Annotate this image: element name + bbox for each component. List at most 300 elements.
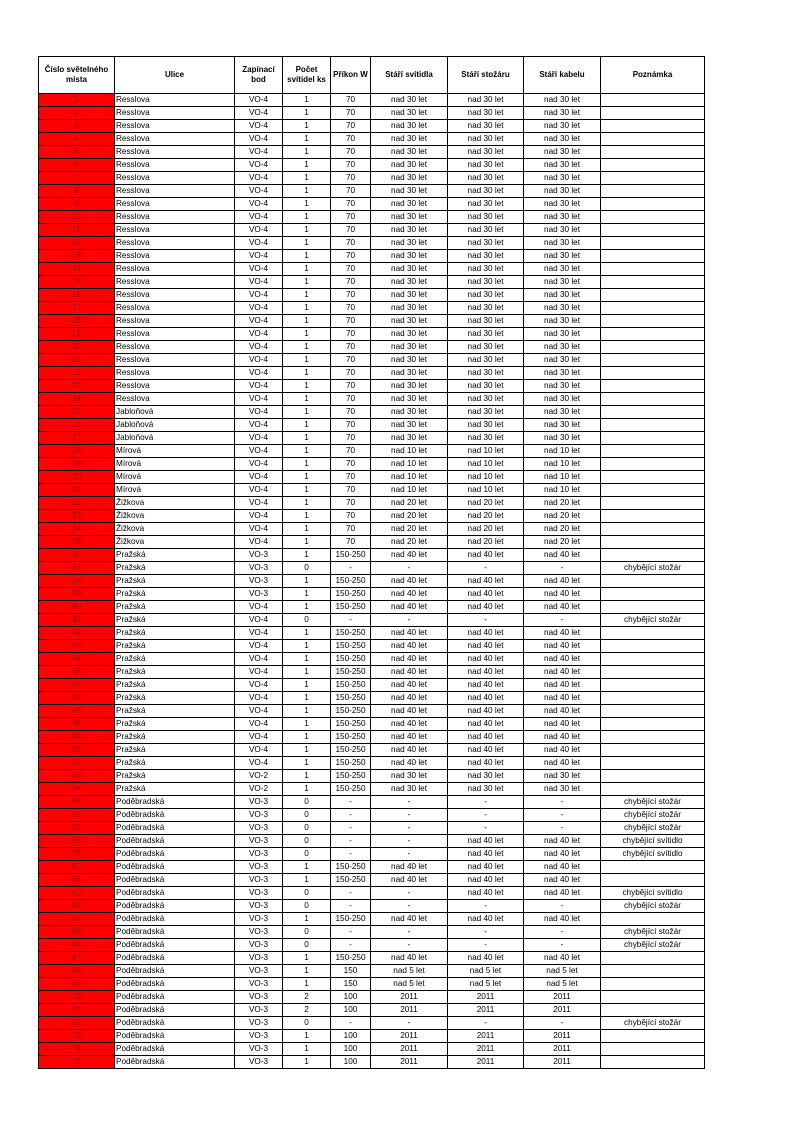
cell-power: 100 (331, 1004, 371, 1017)
cell-number: 55 (39, 796, 115, 809)
col-header-pole-age: Stáří stožáru (448, 57, 524, 94)
cell-number: 42 (39, 627, 115, 640)
cell-number: 46 (39, 679, 115, 692)
cell-street: Poděbradská (115, 965, 235, 978)
table-row (39, 237, 705, 250)
cell-switch-point: VO-2 (235, 783, 283, 796)
cell-lamp-count: 2 (283, 991, 331, 1004)
cell-number: 33 (39, 510, 115, 523)
cell-lamp-age: nad 30 let (371, 263, 448, 276)
cell-switch-point: VO-4 (235, 705, 283, 718)
cell-note: chybějící svítidlo (601, 887, 705, 900)
cell-pole-age: 2011 (448, 1056, 524, 1069)
cell-cable-age: nad 40 let (524, 848, 601, 861)
cell-pole-age: - (448, 926, 524, 939)
table-row (39, 185, 705, 198)
cell-note: chybějící stožár (601, 1017, 705, 1030)
cell-lamp-count: 1 (283, 861, 331, 874)
cell-note (601, 692, 705, 705)
cell-switch-point: VO-3 (235, 900, 283, 913)
cell-power: 70 (331, 263, 371, 276)
cell-switch-point: VO-4 (235, 198, 283, 211)
cell-switch-point: VO-3 (235, 1017, 283, 1030)
cell-street: Poděbradská (115, 887, 235, 900)
cell-number: 3 (39, 120, 115, 133)
cell-power: 150-250 (331, 588, 371, 601)
table-row (39, 172, 705, 185)
cell-street: Poděbradská (115, 874, 235, 887)
cell-lamp-count: 0 (283, 926, 331, 939)
cell-switch-point: VO-4 (235, 211, 283, 224)
cell-pole-age: nad 40 let (448, 835, 524, 848)
cell-switch-point: VO-3 (235, 887, 283, 900)
cell-switch-point: VO-4 (235, 315, 283, 328)
cell-note (601, 1056, 705, 1069)
cell-lamp-count: 1 (283, 341, 331, 354)
cell-cable-age: nad 30 let (524, 185, 601, 198)
cell-cable-age: nad 40 let (524, 679, 601, 692)
cell-power: 70 (331, 380, 371, 393)
cell-number: 53 (39, 770, 115, 783)
cell-power: 150-250 (331, 744, 371, 757)
cell-street: Resslova (115, 263, 235, 276)
cell-switch-point: VO-4 (235, 614, 283, 627)
cell-lamp-count: 1 (283, 588, 331, 601)
cell-power: 150-250 (331, 718, 371, 731)
cell-lamp-age: - (371, 926, 448, 939)
cell-number: 26 (39, 419, 115, 432)
table-row (39, 458, 705, 471)
cell-switch-point: VO-3 (235, 952, 283, 965)
cell-number: 30 (39, 471, 115, 484)
cell-lamp-count: 1 (283, 406, 331, 419)
cell-pole-age: nad 40 let (448, 913, 524, 926)
cell-lamp-count: 1 (283, 445, 331, 458)
cell-note (601, 198, 705, 211)
cell-cable-age: nad 10 let (524, 471, 601, 484)
cell-number: 5 (39, 146, 115, 159)
cell-switch-point: VO-3 (235, 562, 283, 575)
cell-power: 70 (331, 159, 371, 172)
cell-street: Mírová (115, 471, 235, 484)
cell-pole-age: nad 30 let (448, 289, 524, 302)
cell-cable-age: nad 30 let (524, 393, 601, 406)
cell-street: Pražská (115, 718, 235, 731)
cell-street: Poděbradská (115, 1043, 235, 1056)
cell-power: 100 (331, 991, 371, 1004)
cell-pole-age: nad 30 let (448, 406, 524, 419)
cell-cable-age: nad 10 let (524, 484, 601, 497)
cell-note (601, 302, 705, 315)
cell-note: chybějící stožár (601, 614, 705, 627)
cell-cable-age: 2011 (524, 1030, 601, 1043)
table-row (39, 341, 705, 354)
cell-cable-age: nad 30 let (524, 211, 601, 224)
table-row (39, 796, 705, 809)
table-row (39, 289, 705, 302)
cell-pole-age: nad 20 let (448, 510, 524, 523)
table-row (39, 887, 705, 900)
cell-power: 150-250 (331, 757, 371, 770)
cell-number: 64 (39, 913, 115, 926)
cell-street: Resslova (115, 250, 235, 263)
cell-lamp-count: 0 (283, 562, 331, 575)
cell-power: 70 (331, 419, 371, 432)
cell-lamp-count: 1 (283, 250, 331, 263)
cell-switch-point: VO-4 (235, 250, 283, 263)
cell-pole-age: nad 40 let (448, 718, 524, 731)
cell-pole-age: nad 30 let (448, 263, 524, 276)
cell-lamp-count: 1 (283, 302, 331, 315)
cell-power: 70 (331, 354, 371, 367)
cell-cable-age: nad 40 let (524, 744, 601, 757)
cell-note (601, 159, 705, 172)
table-row (39, 250, 705, 263)
table-row (39, 653, 705, 666)
cell-switch-point: VO-3 (235, 861, 283, 874)
cell-switch-point: VO-4 (235, 666, 283, 679)
cell-switch-point: VO-4 (235, 263, 283, 276)
cell-cable-age: nad 5 let (524, 978, 601, 991)
table-row (39, 978, 705, 991)
table-row (39, 640, 705, 653)
cell-street: Resslova (115, 172, 235, 185)
cell-number: 52 (39, 757, 115, 770)
cell-pole-age: nad 40 let (448, 874, 524, 887)
table-row (39, 315, 705, 328)
cell-power: 70 (331, 510, 371, 523)
cell-switch-point: VO-4 (235, 302, 283, 315)
cell-note (601, 523, 705, 536)
cell-switch-point: VO-4 (235, 523, 283, 536)
cell-lamp-count: 1 (283, 1030, 331, 1043)
cell-lamp-age: 2011 (371, 1030, 448, 1043)
cell-pole-age: nad 30 let (448, 341, 524, 354)
cell-power: 70 (331, 250, 371, 263)
cell-lamp-count: 1 (283, 120, 331, 133)
cell-pole-age: nad 30 let (448, 315, 524, 328)
cell-street: Jabloňová (115, 419, 235, 432)
cell-switch-point: VO-2 (235, 770, 283, 783)
cell-pole-age: - (448, 939, 524, 952)
cell-pole-age: nad 10 let (448, 445, 524, 458)
table-row (39, 718, 705, 731)
cell-lamp-count: 0 (283, 1017, 331, 1030)
cell-lamp-count: 1 (283, 315, 331, 328)
cell-pole-age: 2011 (448, 1004, 524, 1017)
cell-pole-age: nad 30 let (448, 783, 524, 796)
cell-power: 150-250 (331, 770, 371, 783)
cell-cable-age: nad 40 let (524, 666, 601, 679)
cell-cable-age: nad 30 let (524, 315, 601, 328)
cell-cable-age: nad 30 let (524, 302, 601, 315)
cell-lamp-age: nad 30 let (371, 289, 448, 302)
cell-power: 150 (331, 965, 371, 978)
cell-note: chybějící stožár (601, 926, 705, 939)
cell-note (601, 276, 705, 289)
cell-pole-age: nad 30 let (448, 770, 524, 783)
cell-pole-age: nad 30 let (448, 237, 524, 250)
cell-lamp-count: 0 (283, 887, 331, 900)
cell-pole-age: nad 30 let (448, 198, 524, 211)
cell-pole-age: nad 30 let (448, 172, 524, 185)
cell-note (601, 861, 705, 874)
cell-switch-point: VO-4 (235, 107, 283, 120)
cell-lamp-age: nad 30 let (371, 302, 448, 315)
cell-pole-age: nad 30 let (448, 393, 524, 406)
cell-cable-age: - (524, 822, 601, 835)
cell-lamp-count: 1 (283, 276, 331, 289)
cell-note (601, 731, 705, 744)
cell-pole-age: - (448, 614, 524, 627)
cell-lamp-count: 1 (283, 640, 331, 653)
cell-lamp-count: 1 (283, 978, 331, 991)
cell-note (601, 432, 705, 445)
cell-number: 28 (39, 445, 115, 458)
cell-lamp-age: nad 20 let (371, 510, 448, 523)
table-row (39, 211, 705, 224)
cell-pole-age: nad 40 let (448, 588, 524, 601)
cell-number: 48 (39, 705, 115, 718)
cell-cable-age: nad 40 let (524, 549, 601, 562)
cell-power: 70 (331, 523, 371, 536)
cell-street: Pražská (115, 770, 235, 783)
cell-lamp-age: nad 30 let (371, 393, 448, 406)
cell-cable-age: nad 30 let (524, 354, 601, 367)
cell-lamp-age: nad 30 let (371, 185, 448, 198)
cell-note (601, 185, 705, 198)
cell-switch-point: VO-3 (235, 588, 283, 601)
cell-switch-point: VO-4 (235, 94, 283, 107)
cell-pole-age: nad 40 let (448, 549, 524, 562)
cell-cable-age: nad 20 let (524, 536, 601, 549)
cell-pole-age: nad 30 let (448, 367, 524, 380)
cell-note (601, 237, 705, 250)
cell-pole-age: nad 30 let (448, 276, 524, 289)
cell-power: 150-250 (331, 861, 371, 874)
cell-street: Poděbradská (115, 913, 235, 926)
cell-note (601, 588, 705, 601)
cell-number: 23 (39, 380, 115, 393)
cell-lamp-count: 1 (283, 94, 331, 107)
cell-switch-point: VO-4 (235, 328, 283, 341)
cell-switch-point: VO-4 (235, 406, 283, 419)
cell-street: Resslova (115, 198, 235, 211)
cell-cable-age: nad 40 let (524, 575, 601, 588)
cell-switch-point: VO-4 (235, 757, 283, 770)
table-row (39, 588, 705, 601)
cell-pole-age: nad 40 let (448, 653, 524, 666)
cell-street: Jabloňová (115, 432, 235, 445)
cell-lamp-count: 0 (283, 809, 331, 822)
cell-note (601, 1043, 705, 1056)
cell-lamp-age: nad 5 let (371, 965, 448, 978)
cell-cable-age: nad 30 let (524, 770, 601, 783)
cell-lamp-count: 1 (283, 172, 331, 185)
cell-pole-age: - (448, 900, 524, 913)
cell-lamp-age: nad 10 let (371, 458, 448, 471)
cell-power: 150-250 (331, 913, 371, 926)
cell-cable-age: nad 30 let (524, 237, 601, 250)
cell-note (601, 536, 705, 549)
cell-power: - (331, 809, 371, 822)
cell-lamp-count: 1 (283, 328, 331, 341)
cell-number: 2 (39, 107, 115, 120)
table-row (39, 874, 705, 887)
cell-cable-age: nad 40 let (524, 653, 601, 666)
cell-note (601, 718, 705, 731)
cell-switch-point: VO-4 (235, 536, 283, 549)
cell-lamp-age: nad 30 let (371, 315, 448, 328)
cell-cable-age: nad 30 let (524, 250, 601, 263)
cell-number: 59 (39, 848, 115, 861)
cell-note: chybějící stožár (601, 939, 705, 952)
cell-lamp-age: nad 40 let (371, 952, 448, 965)
cell-note (601, 757, 705, 770)
cell-cable-age: - (524, 1017, 601, 1030)
cell-number: 68 (39, 965, 115, 978)
cell-street: Poděbradská (115, 991, 235, 1004)
cell-lamp-age: nad 30 let (371, 276, 448, 289)
cell-number: 16 (39, 289, 115, 302)
cell-cable-age: - (524, 809, 601, 822)
cell-note (601, 445, 705, 458)
table-row (39, 328, 705, 341)
cell-street: Žižkova (115, 497, 235, 510)
cell-pole-age: nad 30 let (448, 159, 524, 172)
col-header-lamp-age: Stáří svítidla (371, 57, 448, 94)
cell-lamp-age: nad 30 let (371, 224, 448, 237)
cell-number: 41 (39, 614, 115, 627)
cell-switch-point: VO-4 (235, 731, 283, 744)
cell-lamp-age: nad 40 let (371, 692, 448, 705)
cell-cable-age: nad 30 let (524, 341, 601, 354)
cell-lamp-count: 1 (283, 705, 331, 718)
cell-street: Resslova (115, 159, 235, 172)
cell-lamp-count: 1 (283, 718, 331, 731)
cell-lamp-count: 1 (283, 666, 331, 679)
cell-note (601, 874, 705, 887)
cell-street: Poděbradská (115, 926, 235, 939)
table-row (39, 770, 705, 783)
table-row (39, 406, 705, 419)
cell-lamp-age: - (371, 1017, 448, 1030)
cell-lamp-age: - (371, 822, 448, 835)
cell-power: 70 (331, 432, 371, 445)
cell-number: 21 (39, 354, 115, 367)
cell-street: Pražská (115, 614, 235, 627)
cell-note (601, 1030, 705, 1043)
cell-lamp-age: 2011 (371, 1056, 448, 1069)
cell-cable-age: 2011 (524, 1056, 601, 1069)
cell-power: 150-250 (331, 679, 371, 692)
cell-street: Pražská (115, 562, 235, 575)
cell-street: Resslova (115, 146, 235, 159)
cell-cable-age: - (524, 796, 601, 809)
cell-lamp-count: 1 (283, 198, 331, 211)
cell-note (601, 1004, 705, 1017)
cell-pole-age: nad 30 let (448, 302, 524, 315)
cell-pole-age: nad 30 let (448, 94, 524, 107)
cell-pole-age: nad 20 let (448, 497, 524, 510)
cell-cable-age: nad 30 let (524, 172, 601, 185)
cell-switch-point: VO-4 (235, 718, 283, 731)
cell-note (601, 640, 705, 653)
col-header-cable-age: Stáří kabelu (524, 57, 601, 94)
cell-pole-age: nad 30 let (448, 432, 524, 445)
cell-power: 70 (331, 237, 371, 250)
cell-lamp-age: nad 40 let (371, 653, 448, 666)
cell-power: 70 (331, 289, 371, 302)
table-row (39, 159, 705, 172)
cell-note (601, 419, 705, 432)
cell-street: Pražská (115, 731, 235, 744)
table-row (39, 445, 705, 458)
cell-pole-age: nad 40 let (448, 692, 524, 705)
cell-switch-point: VO-3 (235, 965, 283, 978)
cell-power: 70 (331, 458, 371, 471)
cell-note (601, 627, 705, 640)
cell-number: 71 (39, 1004, 115, 1017)
cell-street: Pražská (115, 679, 235, 692)
cell-pole-age: nad 5 let (448, 978, 524, 991)
cell-note (601, 965, 705, 978)
cell-number: 70 (39, 991, 115, 1004)
cell-number: 4 (39, 133, 115, 146)
table-row (39, 484, 705, 497)
cell-lamp-age: nad 40 let (371, 874, 448, 887)
table-row (39, 952, 705, 965)
cell-note (601, 94, 705, 107)
cell-lamp-count: 1 (283, 575, 331, 588)
cell-cable-age: nad 30 let (524, 419, 601, 432)
cell-cable-age: nad 40 let (524, 627, 601, 640)
cell-note: chybějící stožár (601, 900, 705, 913)
cell-lamp-age: nad 40 let (371, 705, 448, 718)
table-row (39, 536, 705, 549)
cell-switch-point: VO-3 (235, 809, 283, 822)
table-row (39, 1004, 705, 1017)
cell-pole-age: nad 30 let (448, 328, 524, 341)
cell-lamp-age: - (371, 562, 448, 575)
cell-lamp-age: nad 40 let (371, 718, 448, 731)
cell-street: Poděbradská (115, 900, 235, 913)
cell-lamp-age: nad 30 let (371, 172, 448, 185)
cell-lamp-count: 1 (283, 601, 331, 614)
cell-street: Resslova (115, 94, 235, 107)
cell-street: Resslova (115, 211, 235, 224)
table-row (39, 94, 705, 107)
cell-number: 45 (39, 666, 115, 679)
cell-note (601, 146, 705, 159)
cell-lamp-count: 1 (283, 471, 331, 484)
cell-street: Resslova (115, 380, 235, 393)
cell-pole-age: nad 40 let (448, 848, 524, 861)
cell-lamp-count: 1 (283, 419, 331, 432)
cell-lamp-count: 1 (283, 627, 331, 640)
cell-lamp-count: 1 (283, 653, 331, 666)
col-header-switch-point: Zapínací bod (235, 57, 283, 94)
cell-pole-age: nad 10 let (448, 458, 524, 471)
cell-number: 67 (39, 952, 115, 965)
cell-lamp-age: nad 30 let (371, 120, 448, 133)
cell-cable-age: - (524, 562, 601, 575)
cell-lamp-count: 1 (283, 965, 331, 978)
cell-lamp-count: 1 (283, 510, 331, 523)
cell-switch-point: VO-3 (235, 939, 283, 952)
lighting-inventory-table (38, 56, 705, 1069)
cell-power: 150-250 (331, 692, 371, 705)
